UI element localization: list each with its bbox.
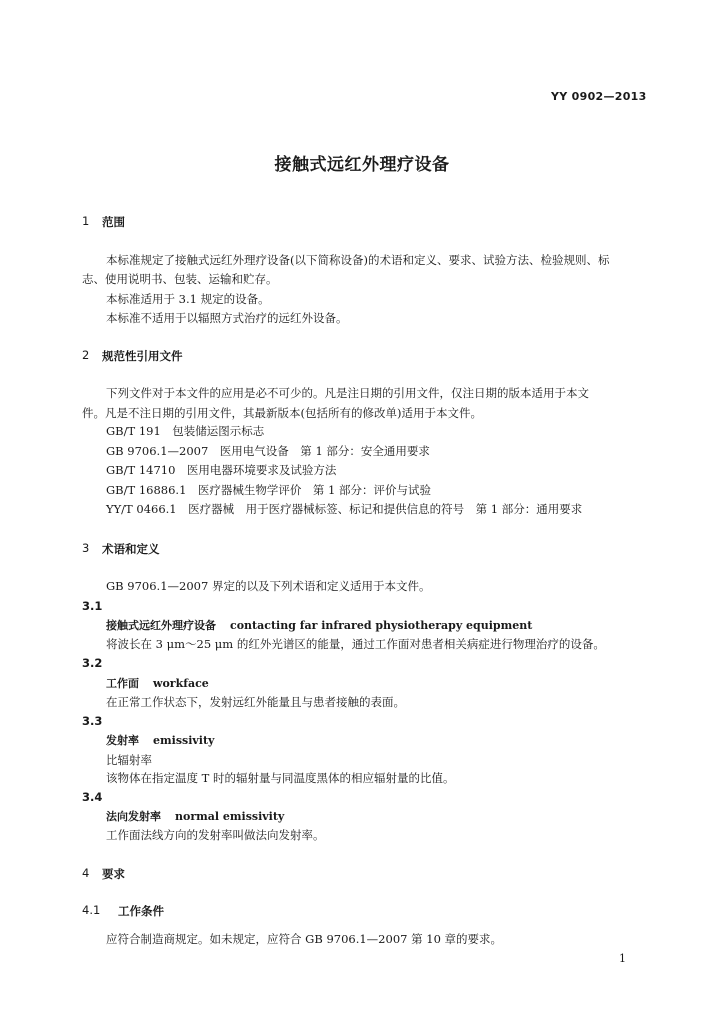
section-2-heading: [82, 348, 642, 366]
paragraph-line: 本标准规定了接触式远红外理疗设备(以下简称设备)的术语和定义、要求、试验方法、检验规则、标: [106, 253, 610, 267]
section-1-heading: [82, 214, 642, 232]
term-zh: 法向发射率: [106, 810, 161, 823]
term-heading: [106, 617, 532, 633]
subsection-title: 工作条件: [118, 904, 164, 918]
term-en: normal emissivity: [175, 810, 285, 823]
document-title: 接触式远红外理疗设备: [274, 155, 450, 175]
normative-reference: GB/T 16886.1 医疗器械生物学评价 第 1 部分：评价与试验: [106, 483, 432, 497]
section-3-heading: [82, 541, 642, 559]
term-heading: [106, 675, 209, 691]
term-heading: [106, 808, 284, 824]
document-number: YY 0902—2013: [551, 90, 647, 103]
normative-reference: GB/T 14710 医用电器环境要求及试验方法: [106, 463, 337, 477]
subsection-number: 4.1: [82, 903, 101, 917]
section-number: 1: [82, 214, 90, 228]
term-number: 3.2: [82, 656, 103, 670]
paragraph: 应符合制造商规定。如未规定，应符合 GB 9706.1—2007 第 10 章的要求。: [106, 932, 503, 946]
term-en: emissivity: [153, 734, 215, 747]
term-en: workface: [153, 677, 209, 690]
paragraph: 本标准不适用于以辐照方式治疗的远红外设备。: [106, 311, 348, 325]
term-number: 3.1: [82, 599, 103, 613]
term-zh: 工作面: [106, 677, 139, 690]
term-number: 3.3: [82, 714, 103, 728]
subsection-4-1-heading: [82, 903, 642, 921]
term-heading: [106, 732, 214, 748]
paragraph-line: 件。凡是不注日期的引用文件，其最新版本(包括所有的修改单)适用于本文件。: [82, 406, 482, 420]
section-title: 范围: [102, 215, 125, 229]
term-definition: 工作面法线方向的发射率叫做法向发射率。: [106, 828, 325, 842]
page-number: 1: [619, 952, 626, 965]
term-zh: 发射率: [106, 734, 139, 747]
section-number: 3: [82, 541, 90, 555]
section-title: 要求: [102, 867, 125, 881]
normative-reference: GB/T 191 包装储运图示标志: [106, 424, 265, 438]
section-number: 2: [82, 348, 90, 362]
term-admitted-alternative: 比辐射率: [106, 753, 152, 767]
paragraph: 本标准适用于 3.1 规定的设备。: [106, 292, 270, 306]
term-en: contacting far infrared physiotherapy equipment: [230, 619, 533, 632]
term-definition: 该物体在指定温度 T 时的辐射量与同温度黑体的相应辐射量的比值。: [106, 771, 455, 785]
term-number: 3.4: [82, 790, 103, 804]
section-4-heading: [82, 866, 642, 884]
section-title: 术语和定义: [102, 542, 160, 556]
paragraph: GB 9706.1—2007 界定的以及下列术语和定义适用于本文件。: [106, 579, 431, 593]
normative-reference: GB 9706.1—2007 医用电气设备 第 1 部分：安全通用要求: [106, 444, 430, 458]
normative-reference: YY/T 0466.1 医疗器械 用于医疗器械标签、标记和提供信息的符号 第 1 部分：通用要求: [106, 502, 583, 516]
term-zh: 接触式远红外理疗设备: [106, 619, 216, 632]
term-definition: 在正常工作状态下，发射远红外能量且与患者接触的表面。: [106, 695, 405, 709]
paragraph-line: 志、使用说明书、包装、运输和贮存。: [82, 272, 278, 286]
paragraph-line: 下列文件对于本文件的应用是必不可少的。凡是注日期的引用文件，仅注日期的版本适用于本文: [106, 386, 589, 400]
section-title: 规范性引用文件: [102, 349, 183, 363]
term-definition: 将波长在 3 μm～25 μm 的红外光谱区的能量，通过工作面对患者相关病症进行物理治疗的设备。: [106, 637, 605, 651]
section-number: 4: [82, 866, 90, 880]
